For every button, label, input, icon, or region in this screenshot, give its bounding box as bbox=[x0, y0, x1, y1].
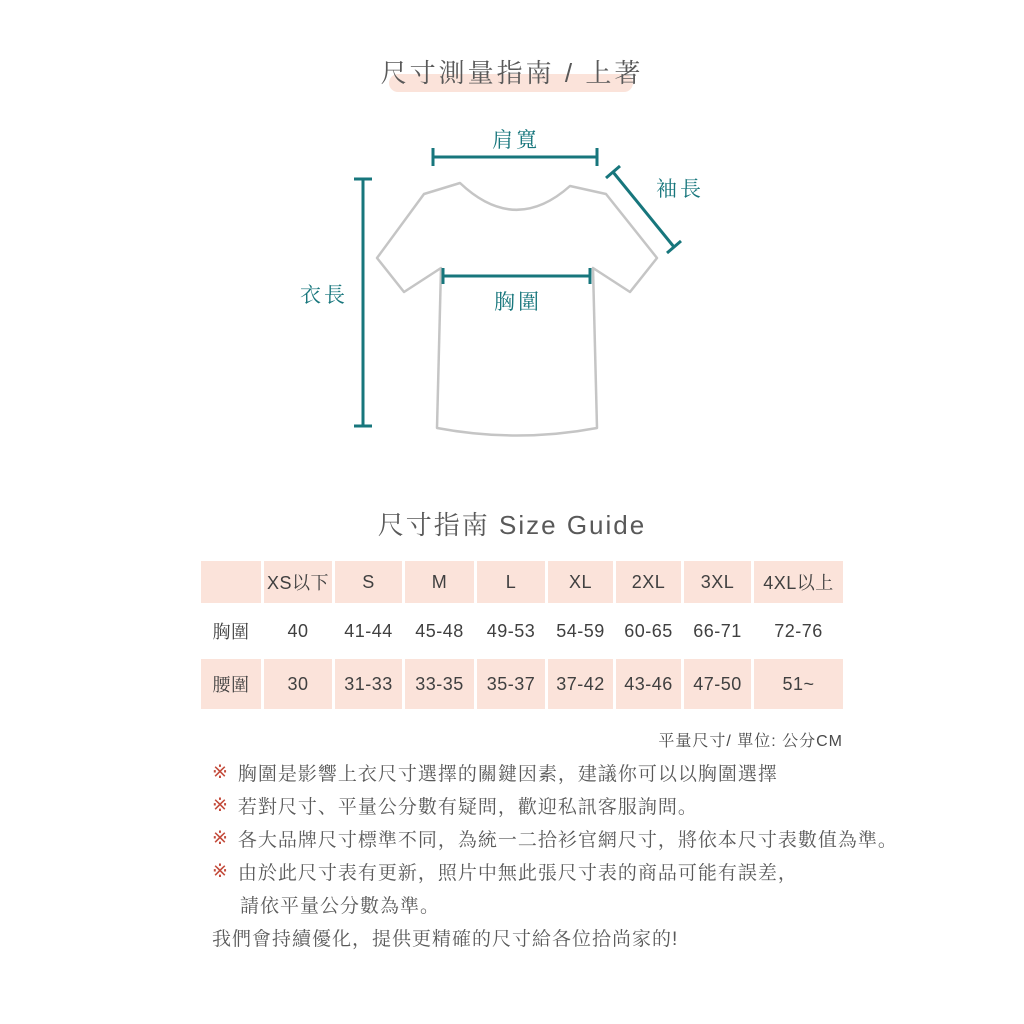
note-item bbox=[212, 855, 898, 888]
chest-value: 54-59 bbox=[547, 605, 615, 658]
waist-value: 47-50 bbox=[683, 658, 753, 711]
size-column-header: XL bbox=[547, 560, 615, 605]
waist-value: 35-37 bbox=[476, 658, 547, 711]
chest-value: 72-76 bbox=[753, 605, 845, 658]
waist-value: 33-35 bbox=[404, 658, 476, 711]
reference-mark-icon: ※ bbox=[212, 795, 229, 816]
note-text: 胸圍是影響上衣尺寸選擇的關鍵因素，建議你可以以胸圍選擇 bbox=[237, 764, 778, 785]
chest-value: 40 bbox=[263, 605, 334, 658]
note-item bbox=[212, 822, 898, 855]
shoulder-width-label: 肩寬 bbox=[492, 129, 540, 152]
chest-value: 49-53 bbox=[476, 605, 547, 658]
chest-label: 胸圍 bbox=[494, 291, 542, 314]
note-text: 我們會持續優化，提供更精確的尺寸給各位拾尚家的! bbox=[212, 929, 679, 950]
garment-length-label: 衣長 bbox=[300, 284, 348, 307]
size-column-header: 4XL以上 bbox=[753, 560, 845, 605]
size-column-header: S bbox=[334, 560, 404, 605]
row-label-waist: 腰圍 bbox=[200, 658, 263, 711]
note-text: 各大品牌尺寸標準不同，為統一二拾衫官網尺寸，將依本尺寸表數值為準。 bbox=[237, 830, 898, 851]
note-text: 若對尺寸、平量公分數有疑問，歡迎私訊客服詢問。 bbox=[237, 797, 698, 818]
waist-value: 37-42 bbox=[547, 658, 615, 711]
row-label-chest: 胸圍 bbox=[200, 605, 263, 658]
reference-mark-icon: ※ bbox=[212, 828, 229, 849]
measurement-unit-note: 平量尺寸/ 單位: 公分CM bbox=[658, 733, 843, 750]
closing-note bbox=[212, 921, 898, 954]
table-row-waist bbox=[200, 658, 845, 711]
length-measure-line bbox=[354, 179, 372, 426]
table-row-chest bbox=[200, 605, 845, 658]
size-column-header: 3XL bbox=[683, 560, 753, 605]
size-guide-heading: 尺寸指南 Size Guide bbox=[377, 510, 647, 540]
note-text: 請依平量公分數為準。 bbox=[240, 896, 441, 917]
size-column-header: M bbox=[404, 560, 476, 605]
size-table bbox=[198, 558, 846, 712]
chest-value: 60-65 bbox=[615, 605, 683, 658]
chest-value: 66-71 bbox=[683, 605, 753, 658]
note-item bbox=[212, 789, 898, 822]
size-table-corner-cell bbox=[200, 560, 263, 605]
size-column-header: L bbox=[476, 560, 547, 605]
note-item bbox=[212, 756, 898, 789]
notes-section bbox=[212, 756, 898, 954]
waist-value: 43-46 bbox=[615, 658, 683, 711]
note-continuation bbox=[212, 888, 898, 921]
reference-mark-icon: ※ bbox=[212, 861, 229, 882]
size-column-header: XS以下 bbox=[263, 560, 334, 605]
size-column-header: 2XL bbox=[615, 560, 683, 605]
waist-value: 30 bbox=[263, 658, 334, 711]
size-table-header-row bbox=[200, 560, 845, 605]
page-title: 尺寸測量指南 / 上著 bbox=[380, 58, 644, 88]
chest-value: 45-48 bbox=[404, 605, 476, 658]
reference-mark-icon: ※ bbox=[212, 762, 229, 783]
waist-value: 31-33 bbox=[334, 658, 404, 711]
tshirt-measurement-diagram bbox=[0, 100, 1024, 470]
sleeve-length-label: 袖長 bbox=[656, 178, 704, 201]
chest-value: 41-44 bbox=[334, 605, 404, 658]
note-text: 由於此尺寸表有更新，照片中無此張尺寸表的商品可能有誤差， bbox=[237, 863, 798, 884]
waist-value: 51~ bbox=[753, 658, 845, 711]
